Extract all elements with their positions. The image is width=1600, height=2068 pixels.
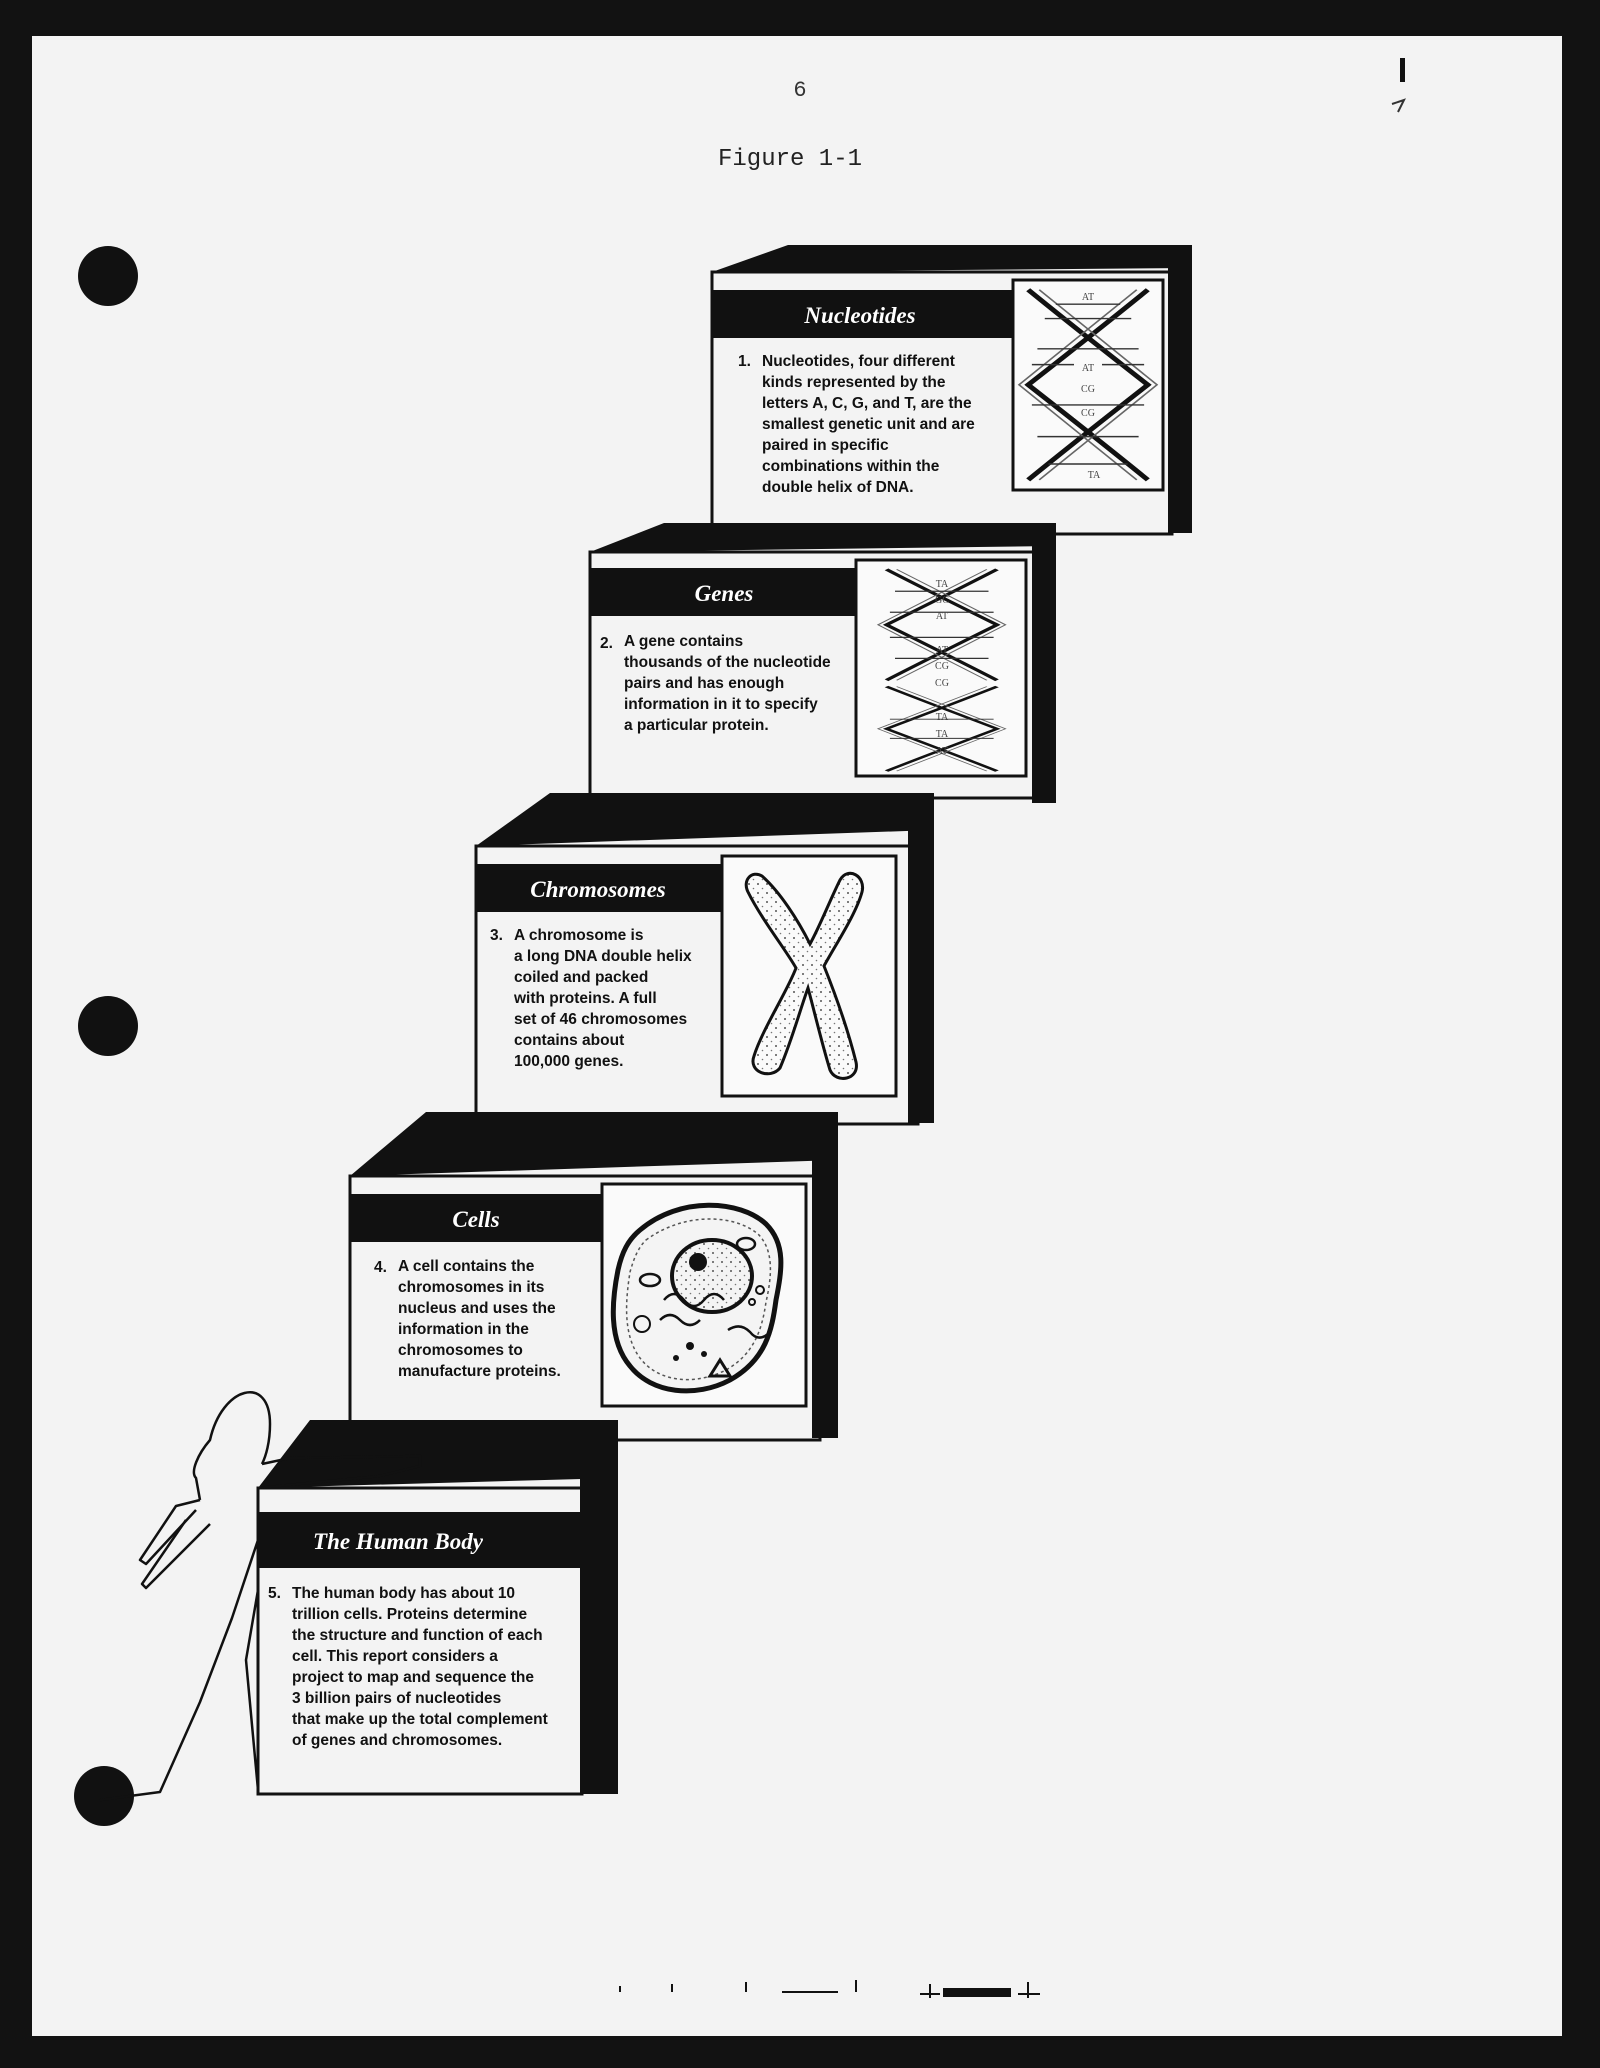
human-body-description: The human body has about 10 trillion cells. Proteins determine the structure and function of each cell. This report considers a project to map and sequence the 3 billion pairs of nucleotides that make up the total complement of genes and chromosomes. xyxy=(292,1585,548,1749)
chromosomes-title: Chromosomes xyxy=(530,877,666,902)
chromosomes-description: A chromosome is a long DNA double helix coiled and packed with proteins. A full set of 46 chromosomes contains about 100,000 genes. xyxy=(514,927,692,1070)
scan-mark xyxy=(1400,58,1405,82)
nucleotides-number: 1. xyxy=(738,353,751,370)
pair-label: AT xyxy=(1081,292,1095,303)
pair-label: TA xyxy=(935,712,949,723)
cells-number: 4. xyxy=(374,1259,387,1276)
pair-label: GC xyxy=(935,595,949,606)
genes-description: A gene contains thousands of the nucleotide pairs and has enough information in it to specify a particular protein. xyxy=(624,633,831,734)
level-cells xyxy=(350,1112,838,1440)
pair-label: AT xyxy=(1081,363,1095,374)
human-body-title: The Human Body xyxy=(313,1529,483,1554)
genes-title: Genes xyxy=(694,581,754,606)
pair-label: TA xyxy=(1087,470,1101,481)
pair-label: AT xyxy=(935,611,949,622)
cells-title: Cells xyxy=(452,1207,500,1232)
pair-label: CG xyxy=(935,678,949,689)
pair-label: AT xyxy=(935,645,949,656)
nucleotides-title: Nucleotides xyxy=(804,303,916,328)
scan-mark xyxy=(1392,100,1404,112)
pair-label: CG xyxy=(1081,408,1095,419)
figure-label: Figure 1-1 xyxy=(717,146,863,173)
pair-label: TA xyxy=(935,729,949,740)
level-human-body xyxy=(258,1420,618,1794)
pair-label: TA xyxy=(935,579,949,590)
registration-marks xyxy=(620,1980,1040,1998)
level-genes xyxy=(590,523,1056,803)
nucleotides-description: Nucleotides, four different kinds represented by the letters A, C, G, and T, are the smallest genetic unit and are paired in specific combinations within the double helix of DNA. xyxy=(762,353,975,496)
chromosomes-number: 3. xyxy=(490,927,503,944)
genes-number: 2. xyxy=(600,635,613,652)
pair-label: CG xyxy=(935,661,949,672)
level-chromosomes xyxy=(476,793,934,1124)
pair-label: CG xyxy=(1081,384,1095,395)
cells-description: A cell contains the chromosomes in its nucleus and uses the information in the chromosomes to manufacture proteins. xyxy=(398,1258,561,1380)
pair-label: AT xyxy=(935,746,949,757)
level-nucleotides xyxy=(712,245,1192,534)
page-number: 6 xyxy=(793,78,807,103)
human-body-number: 5. xyxy=(268,1585,281,1602)
